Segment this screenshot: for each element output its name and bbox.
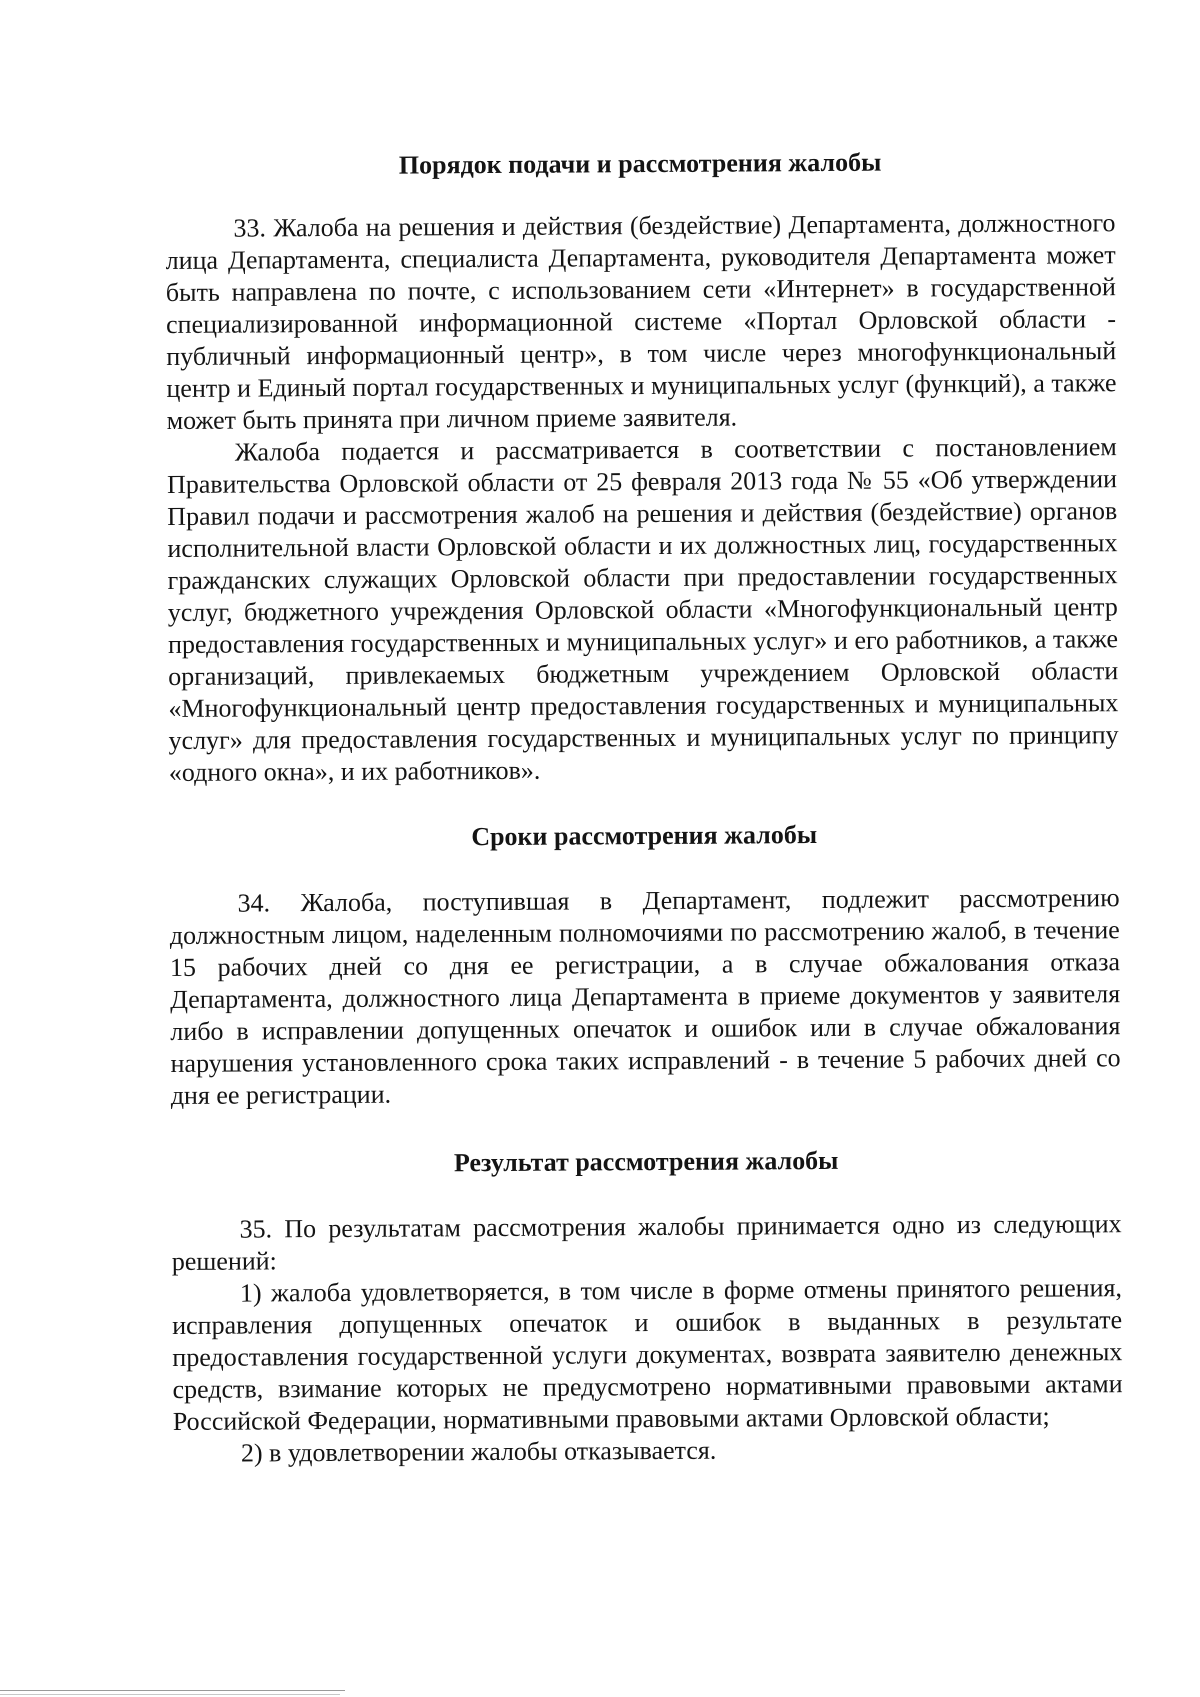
section-heading-complaint-procedure: Порядок подачи и рассмотрения жалобы [398,147,882,180]
paragraph-35: 35. По результатам рассмотрения жалобы принимается одно из следующих решений: [171,1209,1122,1276]
paragraph-35-item-2: 2) в удовлетворении жалобы отказывается. [240,1435,717,1468]
scan-edge-line-secondary [0,1694,340,1695]
paragraph-33: 33. Жалоба на решения и действия (бездействие) Департамента, должностного лица Департамента, специалиста Департамента, руководителя Департамента может быть направлена по почте, с использованием сети «Интернет» в государственной специализированной информационной системе «Портал Орловской области - публичный информационный центр», в том числе через многофункциональный центр и Единый портал государственных и муниципальных услуг (функций), а также может быть принята при личном приеме заявителя. [165,208,1117,435]
paragraph-33-regulation: Жалоба подается и рассматривается в соответствии с постановлением Правительства Орловской области от 25 февраля 2013 года № 55 «Об утверждении Правил подачи и рассмотрения жалоб на решения и действия (бездействие) органов исполнительной власти Орловской области и их должностных лиц, государственных гражданских служащих Орловской области при предоставлении государственных услуг, бюджетного учреждения Орловской области «Многофункциональный центр предоставления государственных и муниципальных услуг» и его работников, а также организаций, привлекаемых бюджетным учреждением Орловской области «Многофункциональный центр предоставления государственных и муниципальных услуг» для предоставления государственных и муниципальных услуг по принципу «одного окна», и их работников». [166,432,1119,787]
section-heading-review-result: Результат рассмотрения жалобы [453,1145,839,1178]
section-heading-review-terms: Сроки рассмотрения жалобы [471,820,818,852]
scan-edge-line [0,1690,345,1691]
document-body [165,144,1123,1470]
paragraph-34: 34. Жалоба, поступившая в Департамент, подлежит рассмотрению должностным лицом, наделенным полномочиями по рассмотрению жалоб, в течение 15 рабочих дней со дня ее регистрации, а в случае обжалования отказа Департамента, должностного лица Департамента в приеме документов у заявителя либо в исправлении допущенных опечаток и ошибок или в случае обжалования нарушения установленного срока таких исправлений - в течение 5 рабочих дней со дня ее регистрации. [169,883,1121,1110]
paragraph-35-item-1: 1) жалоба удовлетворяется, в том числе в форме отмены принятого решения, исправления допущенных опечаток и ошибок в выданных в результате предоставления государственной услуги документах, возврата заявителю денежных средств, взимание которых не предусмотрено нормативными правовыми актами Российской Федерации, нормативными правовыми актами Орловской области; [172,1273,1123,1436]
